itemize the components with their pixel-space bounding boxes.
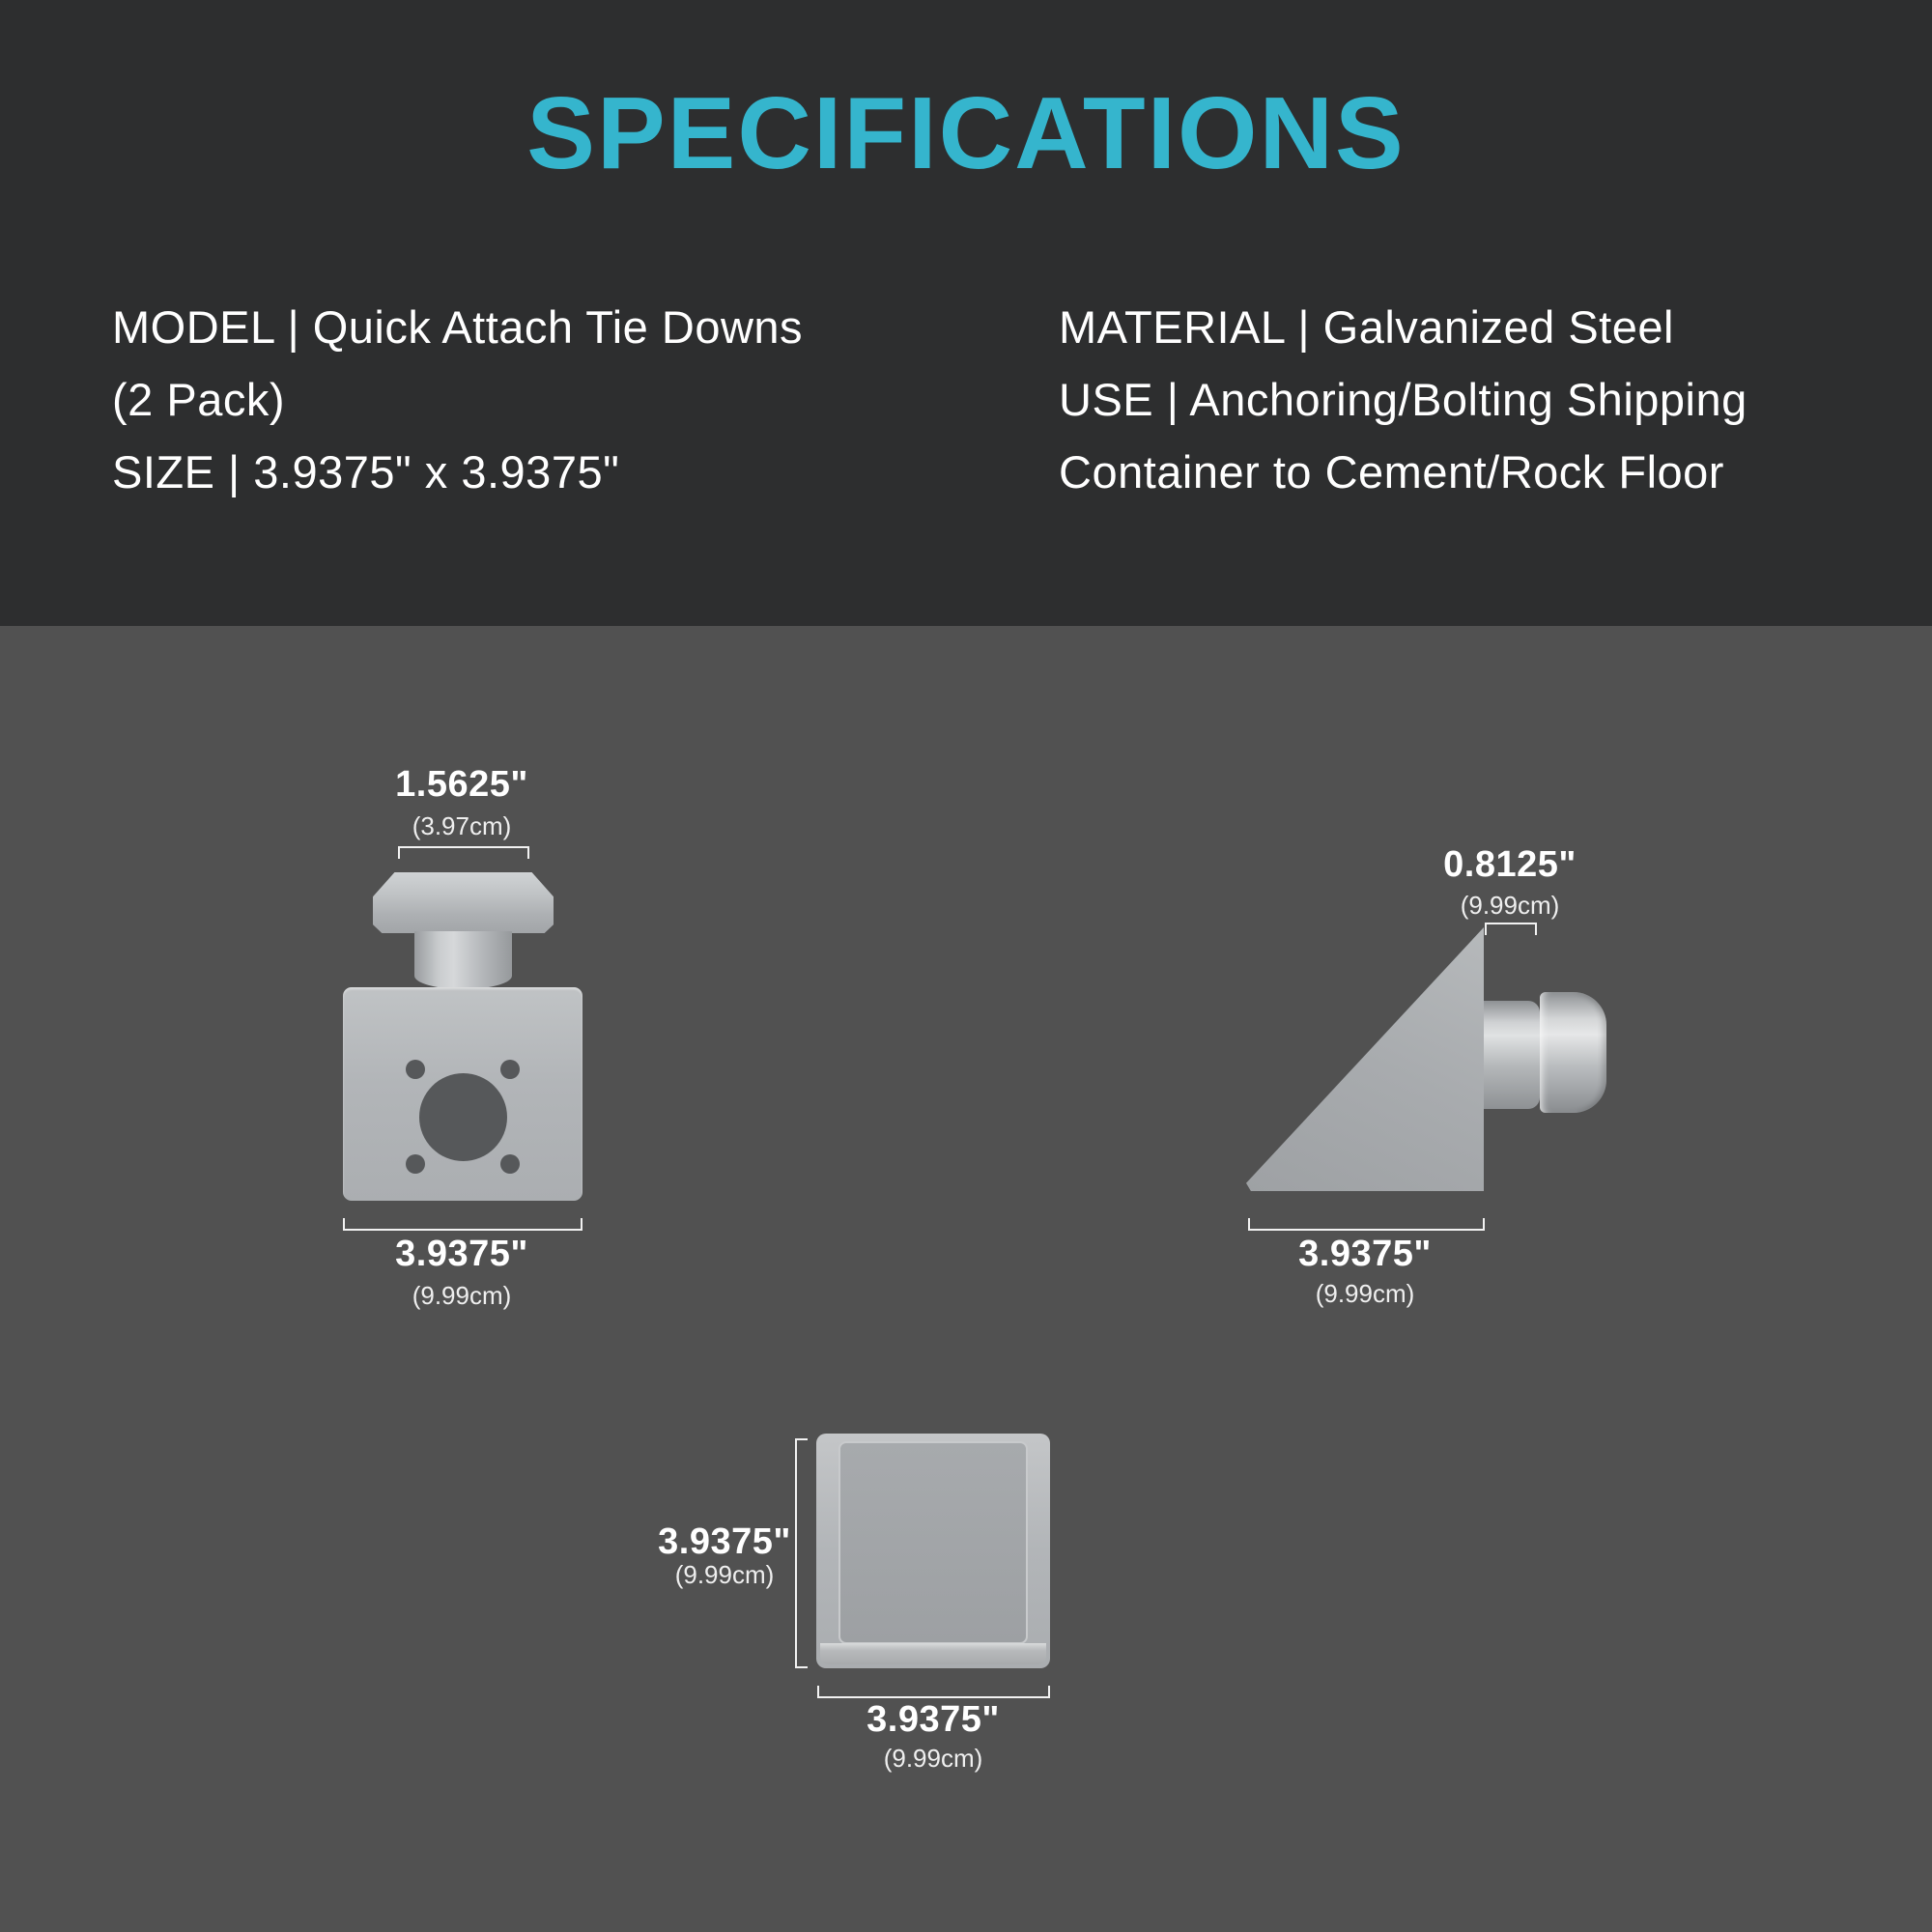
- top-height-cm: (9.99cm): [674, 1560, 775, 1589]
- plate-bolt-hole: [406, 1060, 425, 1079]
- dimension-bracket: [343, 1218, 582, 1231]
- spec-use: USE | Anchoring/Bolting Shipping: [1059, 374, 1747, 425]
- spec-list-right: [1059, 291, 1747, 508]
- top-height-inches: 3.9375": [658, 1521, 791, 1562]
- dimension-bracket: [795, 1438, 808, 1668]
- mounting-plate: [343, 987, 582, 1201]
- side-base-width-inches: 3.9375": [1298, 1234, 1432, 1274]
- dimension-bracket: [1248, 1218, 1485, 1231]
- stud-neck: [1484, 1001, 1540, 1109]
- gusset-triangle: [1246, 927, 1484, 1191]
- side-base-width-cm: (9.99cm): [1315, 1279, 1415, 1308]
- knob-cap: [373, 872, 554, 933]
- top-width-cm: (9.99cm): [883, 1744, 983, 1773]
- top-width-inches: 3.9375": [867, 1699, 1000, 1740]
- plate-bottom-edge: [820, 1643, 1046, 1664]
- front-top-width-inches: 1.5625": [395, 764, 528, 805]
- front-bottom-width-cm: (9.99cm): [412, 1281, 512, 1310]
- plate-bolt-hole: [500, 1060, 520, 1079]
- side-stud-width-cm: (9.99cm): [1460, 891, 1560, 920]
- dimension-bracket: [817, 1686, 1050, 1698]
- front-top-width-cm: (3.97cm): [412, 811, 512, 840]
- spec-material: MATERIAL | Galvanized Steel: [1059, 301, 1674, 353]
- spec-model: MODEL | Quick Attach Tie Downs: [112, 301, 804, 353]
- spec-model-pack: (2 Pack): [112, 374, 285, 425]
- stud-cap: [1540, 992, 1606, 1113]
- side-stud-width-inches: 0.8125": [1443, 844, 1577, 885]
- dimension-bracket: [398, 846, 529, 859]
- plate-center-hole: [419, 1073, 507, 1161]
- front-bottom-width-inches: 3.9375": [395, 1234, 528, 1274]
- header-section: [0, 0, 1932, 626]
- spec-list-left: [112, 291, 803, 508]
- page-title: SPECIFICATIONS: [526, 76, 1406, 190]
- knob-neck: [414, 931, 512, 989]
- dimension-bracket: [1485, 923, 1537, 935]
- plate-bolt-hole: [406, 1154, 425, 1174]
- spec-size: SIZE | 3.9375" x 3.9375": [112, 446, 620, 497]
- spec-use-cont: Container to Cement/Rock Floor: [1059, 446, 1724, 497]
- plate-recessed-face: [838, 1441, 1028, 1644]
- base-plate-top-view: [816, 1434, 1050, 1668]
- plate-bolt-hole: [500, 1154, 520, 1174]
